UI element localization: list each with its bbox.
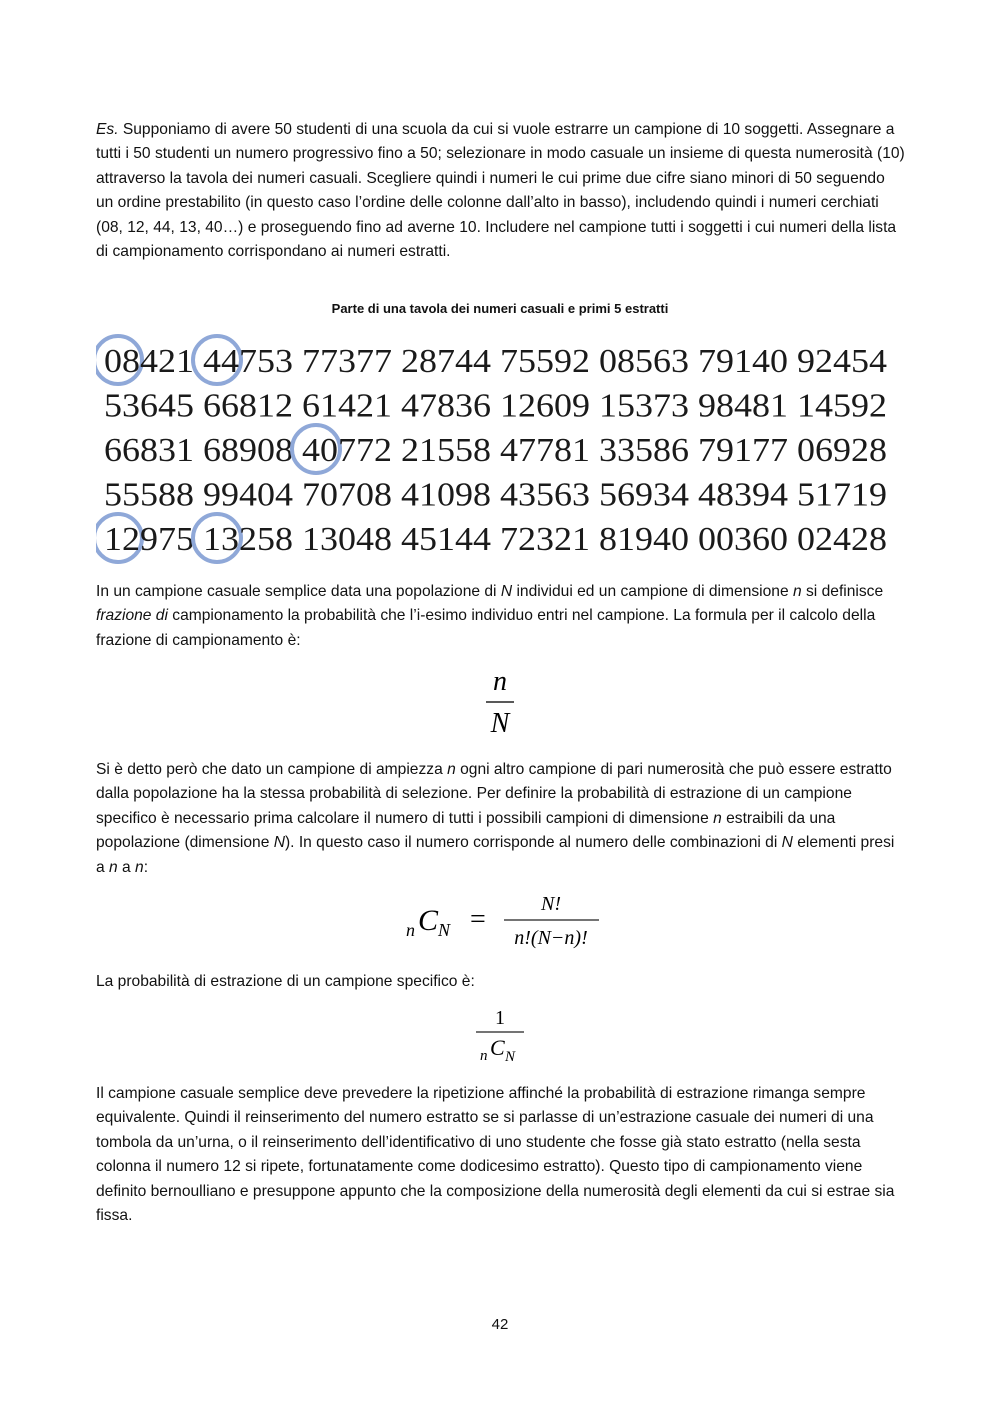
random-number-cell: 21558 <box>401 432 491 469</box>
random-number-cell: 13048 <box>302 521 392 558</box>
random-number-cell: 43563 <box>500 476 590 514</box>
sample-symbol: n <box>792 583 802 600</box>
population-symbol: N <box>500 583 513 600</box>
formula2-symbol: C <box>418 904 439 937</box>
example-paragraph <box>96 118 906 264</box>
random-number-cell: 33586 <box>599 432 689 469</box>
formula2-denominator: n!(N−n)! <box>514 927 588 949</box>
example-text: Supponiamo di avere 50 studenti di una scuola da cui si vuole estrarre un campione di 10 soggetti. Assegnare a tutti i 50 studenti un numero progressivo fino a 50; selezionare in modo casuale un insieme di questa numerosità (10) attraverso la tavola dei numeri casuali. Scegliere quindi i numeri le cui prime due cifre siano minori di 50 seguendo un ordine prestabilito (in questo caso l’ordine delle colonne dall’alto in basso), includendo quindi i numeri cerchiati (08, 12, 44, 13, 40…) e proseguendo fino ad averne 10. Includere nel campione tutti i soggetti i cui numeri della lista di campionamento corrispondano ai numeri estratti. <box>96 121 905 261</box>
random-number-cell: 66812 <box>203 387 293 425</box>
random-number-cell: 61421 <box>302 387 392 425</box>
random-numbers-table <box>96 332 906 564</box>
random-number-cell: 12975 <box>104 521 194 558</box>
random-number-cell: 77377 <box>302 343 392 380</box>
random-number-cell: 12609 <box>500 387 590 425</box>
formula3-pre-sub: n <box>480 1048 488 1064</box>
bernoulli-paragraph: Il campione casuale semplice deve prevedere la ripetizione affinché la probabilità di estrazione rimanga sempre equivalente. Quindi il reinserimento del numero estratto se si parlasse di un’estrazione casuale dei numeri di una tombola da un’urna, o il reinserimento dell’identificativo di uno studente che fosse già stato estratto (nella sesta colonna il numero 12 si ripete, fortunatamente come dodicesimo estratto). Questo tipo di campionamento viene definito bernoulliano e presuppone appunto che la composizione della numerosità degli elementi da cui si estrae sia fissa. <box>96 1085 895 1225</box>
formula2-pre-sub: n <box>406 920 415 940</box>
random-number-cell: 00360 <box>698 521 788 558</box>
random-number-cell: 98481 <box>698 387 788 425</box>
random-number-cell: 51719 <box>797 476 887 514</box>
random-number-cell: 28744 <box>401 343 491 380</box>
random-number-cell: 55588 <box>104 476 194 514</box>
random-number-cell: 41098 <box>401 476 491 514</box>
formula3-sub: N <box>505 1049 516 1065</box>
random-number-cell: 48394 <box>698 476 788 514</box>
example-lead: Es. <box>96 121 119 138</box>
formula-combinations <box>398 888 608 954</box>
sampling-fraction-paragraph: In un campione casuale semplice data una popolazione di N individui ed un campione di dimensione n si definisce frazione di campionamento la probabilità che l’i-esimo individuo entri nel campione. La formula per il calcolo della frazione di campionamento è: <box>96 583 884 649</box>
random-number-cell: 79177 <box>698 432 788 469</box>
random-number-cell: 08421 <box>104 343 194 380</box>
random-number-cell: 68908 <box>203 432 293 469</box>
random-number-cell: 66831 <box>104 432 194 469</box>
table-caption: Parte di una tavola dei numeri casuali e primi 5 estratti <box>331 301 669 316</box>
random-number-cell: 56934 <box>599 476 689 514</box>
random-number-cell: 44753 <box>203 343 293 380</box>
combinations-paragraph: Si è detto però che dato un campione di ampiezza n ogni altro campione di pari numerosità che può essere estratto dalla popolazione ha la stessa probabilità di selezione. Per definire la probabilità di estrazione di un campione specifico è necessario prima calcolare il numero di tutti i possibili campioni di dimensione n estraibili da una popolazione (dimensione N). In questo caso il numero corrisponde al numero delle combinazioni di N elementi presi a n a n: <box>96 761 895 876</box>
random-number-cell: 79140 <box>698 343 788 380</box>
random-number-cell: 47781 <box>500 432 590 469</box>
random-number-cell: 14592 <box>797 387 887 425</box>
random-number-cell: 06928 <box>797 432 887 469</box>
random-number-cell: 75592 <box>500 343 590 380</box>
random-number-cell: 92454 <box>797 343 887 380</box>
random-number-cell: 02428 <box>797 521 887 558</box>
formula-specific-probability <box>468 1002 532 1068</box>
random-number-cell: 40772 <box>302 432 392 469</box>
page-number: 42 <box>491 1316 509 1333</box>
formula2-numerator: N! <box>541 893 561 915</box>
random-number-cell: 13258 <box>203 521 293 558</box>
random-number-cell: 99404 <box>203 476 293 514</box>
random-number-cell: 47836 <box>401 387 491 425</box>
formula3-symbol: C <box>490 1035 505 1060</box>
random-number-cell: 53645 <box>104 387 194 425</box>
random-number-cell: 45144 <box>401 521 491 558</box>
term-frazione: frazione di <box>96 607 168 625</box>
formula3-numerator: 1 <box>495 1007 505 1029</box>
random-numbers-svg <box>96 332 906 564</box>
random-number-cell: 81940 <box>599 521 689 558</box>
random-number-cell: 72321 <box>500 521 590 558</box>
formula2-sub: N <box>438 920 451 940</box>
formula-sampling-fraction <box>470 664 530 744</box>
random-number-cell: 70708 <box>302 476 392 514</box>
specific-sample-paragraph: La probabilità di estrazione di un campione specifico è: <box>96 973 475 990</box>
random-number-cell: 15373 <box>599 387 689 425</box>
random-number-cell: 08563 <box>599 343 689 380</box>
formula1-numerator: n <box>493 666 507 697</box>
formula2-equals: = <box>470 904 486 935</box>
formula1-denominator: N <box>490 708 510 739</box>
